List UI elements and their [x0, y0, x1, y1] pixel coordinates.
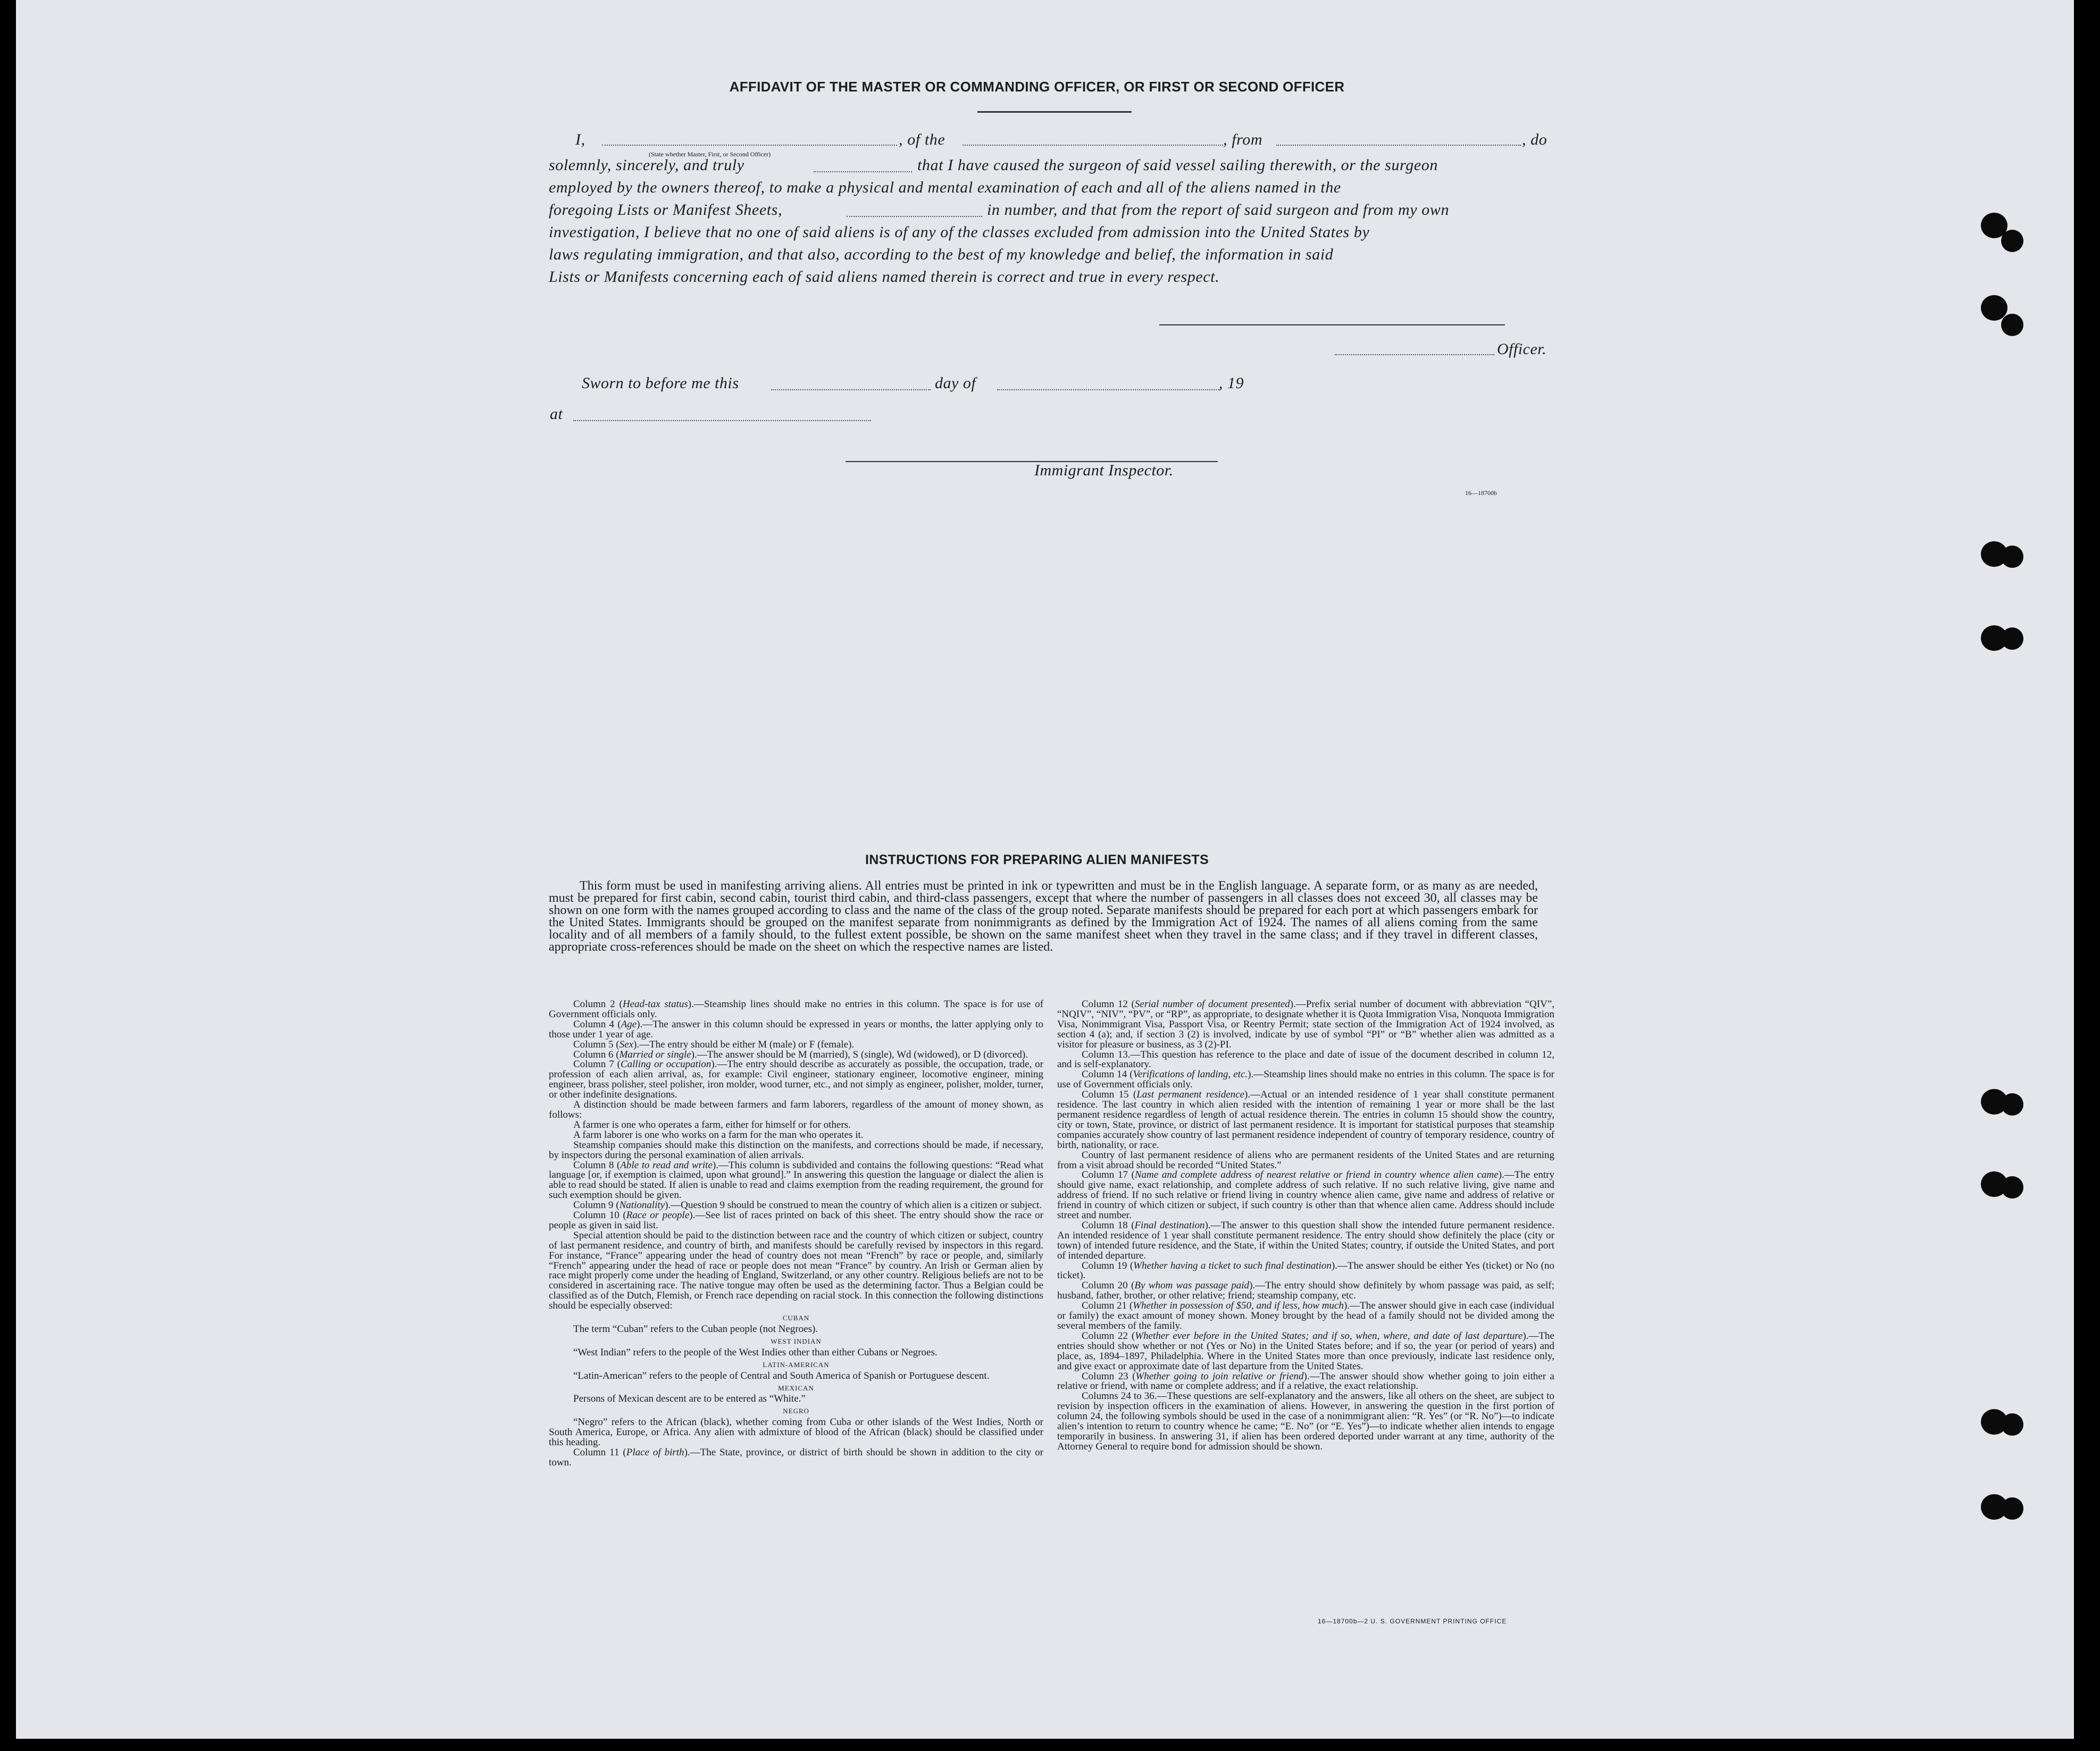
instruction-paragraph: Column 4 (Age).—The answer in this column should be expressed in years or months, the latter applying only to those under 1 year of age. — [549, 1018, 1043, 1040]
affidavit-i: I, — [575, 131, 585, 148]
cuban-text: The term “Cuban” refers to the Cuban people (not Negroes). — [573, 1323, 818, 1335]
officer-rank-blank — [602, 145, 897, 146]
affidavit-line-4a: foregoing Lists or Manifest Sheets, — [549, 201, 783, 219]
punch-hole — [2001, 1413, 2023, 1436]
instruction-paragraph: Column 21 (Whether in possession of $50, and if less, how much).—The answer should give in each case (individual or family) the exact amount of money shown. Money brought by the head of a family should not be divided among the several members of the family. — [1057, 1300, 1554, 1331]
affidavit-line-3: employed by the owners thereof, to make a physical and mental examination of each and all of the aliens named in the — [549, 179, 1341, 196]
affidavit-of-the: , of the — [899, 131, 946, 148]
punch-hole — [2001, 546, 2023, 568]
west-indian-heading: WEST INDIAN — [771, 1337, 822, 1345]
instructions-right-column — [1057, 1000, 1554, 1452]
column-11-text: Column 11 (Place of birth).—The State, province, or district of birth should be shown in addition to the city or town. — [549, 1446, 1043, 1468]
instruction-paragraph: Column 22 (Whether ever before in the United States; and if so, when, where, and date of last departure).—The entries should show whether or not (Yes or No) in the United States before; and if so, the year (or period of years) and place, as, 1894–1897, Philadelphia. Where in the United States more than once previously, indicate last residence only, and give exact or approximate date of last departure from the United States. — [1057, 1330, 1554, 1372]
officer-blank — [1335, 354, 1494, 355]
instruction-paragraph: A distinction should be made between farmers and farm laborers, regardless of the amount of money shown, as follows: — [549, 1099, 1043, 1120]
document-page — [16, 0, 2074, 1739]
instructions-title: INSTRUCTIONS FOR PREPARING ALIEN MANIFESTS — [865, 852, 1209, 867]
punch-hole — [2001, 1093, 2023, 1116]
affidavit-line-2a: solemnly, sincerely, and truly — [549, 156, 744, 174]
rank-caption: (State whether Master, First, or Second Officer) — [649, 150, 771, 158]
affidavit-line-5: investigation, I believe that no one of said aliens is of any of the classes excluded from admission into the United States by — [549, 223, 1370, 241]
instruction-paragraph: Column 15 (Last permanent residence).—Actual or an intended residence of 1 year shall constitute permanent residence. The last country in which alien resided with the intention of remaining 1 year or more shall be the last permanent residence regardless of length of actual residence therein. The entries in column 15 should show the country, city or town, State, province, or district of last permanent residence. It is important for statistical purposes that steamship companies accurately show country of last permanent residence independent of country of temporary residence, country of birth, nationality, or race. — [1057, 1089, 1554, 1151]
form-number: 16—18700b — [1465, 489, 1497, 497]
instruction-paragraph: Columns 24 to 36.—These questions are self-explanatory and the answers, like all others on the sheet, are subject to revision by inspection officers in the examination of aliens. However, in answering the question in the first portion of column 24, the following symbols should be used in the case of a nonimmigrant alien: “R. Yes” (or “R. No”)—to indicate alien’s intention to return to country whence he came; “E. No” (or “E. Yes”)—to indicate whether alien intends to engage temporarily in business. In answering 31, if alien has been ordered deported under warrant at any time, authority of the Attorney General to require bond for admission should be shown. — [1057, 1390, 1554, 1452]
instruction-paragraph: Column 7 (Calling or occupation).—The entry should describe as accurately as possible, the occupation, trade, or profession of each alien arrival, as, for example: Civil engineer, stationary engineer, locomotive engineer, mining engineer, brass polisher, steel polisher, iron molder, wood turner, etc., and not simply as engineer, polisher, molder, turner, or other indefinite designations. — [549, 1059, 1044, 1101]
latin-american-heading: LATIN-AMERICAN — [763, 1360, 830, 1369]
instruction-paragraph: Special attention should be paid to the distinction between race and the country of which citizen or subject, country of last permanent residence, and country of birth, and manifests should be carefully revised by inspectors in this regard. For instance, “France” appearing under the head of country does not mean “French” by race or people, and, similarly “French” appearing under the head of race or people does not mean “France” by country. An Irish or German alien by race might properly come under the heading of England, Switzerland, or any other country. Religious beliefs are not to be considered in ascertaining race. The native tongue may often be used as the determining factor. Thus a Belgian could be classified as of the Dutch, Flemish, or French race depending on racial stock. In this connection the following distinctions should be especially observed: — [549, 1229, 1043, 1312]
mexican-text: Persons of Mexican descent are to be entered as “White.” — [573, 1393, 806, 1405]
instruction-paragraph: Column 18 (Final destination).—The answer to this question shall show the intended future permanent residence. An intended residence of 1 year shall constitute permanent residence. The entry should show definitely the place (city or town) of intended future residence, and the State, if within the United States; country, if outside the United States, and port of intended departure. — [1057, 1219, 1554, 1261]
sworn-month-blank — [997, 389, 1220, 390]
number-blank — [847, 216, 982, 217]
instructions-left-column — [549, 1000, 1043, 1468]
at-place-blank — [573, 420, 871, 421]
port-blank — [1276, 145, 1521, 146]
instruction-paragraph: Column 9 (Nationality).—Question 9 should be construed to mean the country of which alien is a citizen or subject. — [573, 1200, 1042, 1211]
west-indian-text: “West Indian” refers to the people of the West Indies other than either Cubans or Negroes. — [573, 1346, 938, 1358]
punch-hole — [2001, 314, 2023, 336]
inspector-label: Immigrant Inspector. — [1034, 462, 1174, 479]
solemnly-blank — [814, 171, 912, 172]
mexican-heading: MEXICAN — [778, 1384, 814, 1392]
intro-paragraph: This form must be used in manifesting arriving aliens. All entries must be printed in ink or typewritten and must be in the English language. A separate form, or as many as are needed, must be prepared for first cabin, second cabin, tourist third cabin, and third-class passengers, except that where the number of passengers in all classes does not exceed 30, all classes may be shown on one form with the names grouped according to class and the name of the class of the group noted. Separate manifests should be prepared for each port at which passengers embark for the United States. Immigrants should be grouped on the manifest separate from nonimmigrants as defined by the Immigration Act of 1924. The names of all aliens coming from the same locality and of all members of a family should, to the fullest extent possible, be shown on the same manifest sheet when they travel in the same class; and if they travel in different classes, appropriate cross-references should be made on the sheet on which the respective names are listed. — [549, 879, 1538, 954]
instruction-paragraph: Column 12 (Serial number of document presented).—Prefix serial number of document with abbreviation “QIV”, “NQIV”, “NIV”, “PV”, or “RP”, as appropriate, to designate whether it is Quota Immigration Visa, Nonquota Immigration Visa, Nonimmigrant Visa, Passport Visa, or Reentry Permit; state section of the Immigration Act of 1924 involved, as section 4 (a); and, if section 3 (2) is involved, indicate by use of symbol “PI” or “B” whether alien was admitted as a visitor for pleasure or business, as 3 (2)-PI. — [1057, 999, 1554, 1050]
affidavit-line-2b: that I have caused the surgeon of said vessel sailing therewith, or the surgeon — [917, 156, 1438, 174]
cuban-heading: CUBAN — [782, 1314, 810, 1322]
negro-heading: NEGRO — [783, 1407, 809, 1415]
punch-hole — [2001, 1497, 2023, 1520]
instruction-paragraph: Column 2 (Head-tax status).—Steamship lines should make no entries in this column. The space is for use of Government officials only. — [549, 999, 1043, 1020]
year-label: , 19 — [1219, 374, 1244, 392]
instruction-paragraph: Column 14 (Verifications of landing, etc.).—Steamship lines should make no entries in this column. The space is for use of Government officials only. — [1057, 1069, 1555, 1091]
punch-hole — [2001, 627, 2023, 650]
instruction-paragraph: Country of last permanent residence of aliens who are permanent residents of the United States and are returning from a visit abroad should be recorded “United States.” — [1057, 1149, 1554, 1171]
printer-footer: 16—18700b—2 U. S. GOVERNMENT PRINTING OFFICE — [1318, 1618, 1507, 1625]
affidavit-line-7: Lists or Manifests concerning each of said aliens named therein is correct and true in every respect. — [549, 268, 1220, 286]
negro-text: “Negro” refers to the African (black), whether coming from Cuba or other islands of the West Indies, North or South America, Europe, or Africa. Any alien with admixture of blood of the African (black) should be classified under this heading. — [549, 1417, 1043, 1448]
instruction-paragraph: Column 19 (Whether having a ticket to such final destination).—The answer should be either Yes (ticket) or No (no ticket). — [1057, 1260, 1554, 1281]
title-underline — [977, 111, 1132, 113]
instruction-paragraph: Column 13.—This question has reference to the place and date of issue of the document described in column 12, and is self-explanatory. — [1057, 1049, 1554, 1070]
sworn-label: Sworn to before me this — [582, 374, 739, 392]
affidavit-line-4b: in number, and that from the report of said surgeon and from my own — [987, 201, 1450, 219]
punch-hole — [2001, 1176, 2023, 1199]
instruction-paragraph: A farm laborer is one who works on a farm for the man who operates it. — [573, 1129, 864, 1141]
day-of-label: day of — [935, 374, 976, 392]
vessel-blank — [963, 145, 1223, 146]
instruction-paragraph: Column 20 (By whom was passage paid).—The entry should show definitely by whom passage was paid, as self; husband, father, brother, or other relative; friend; steamship company, etc. — [1057, 1280, 1555, 1302]
affidavit-title: AFFIDAVIT OF THE MASTER OR COMMANDING OFFICER, OR FIRST OR SECOND OFFICER — [729, 79, 1345, 95]
at-label: at — [550, 405, 563, 423]
instruction-paragraph: A farmer is one who operates a farm, either for himself or for others. — [573, 1119, 851, 1130]
sworn-day-blank — [771, 389, 931, 390]
affidavit-do: , do — [1522, 131, 1547, 148]
affidavit-line-6: laws regulating immigration, and that also, according to the best of my knowledge and belief, the information in said — [549, 246, 1334, 263]
instruction-paragraph: Column 6 (Married or single).—The answer should be M (married), S (single), Wd (widowed), or D (divorced). — [573, 1049, 1028, 1060]
latin-american-text: “Latin-American” refers to the people of Central and South America of Spanish or Portuguese descent. — [573, 1370, 990, 1381]
instruction-paragraph: Column 17 (Name and complete address of nearest relative or friend in country whence alien came).—The entry should give name, exact relationship, and complete address of such relative. If no such relative living, give name and address of friend. If no such relative or friend living in country whence alien came, give name and address of relative or friend in country of which citizen or subject, if such country is other than that whence alien came. Address should include street and number. — [1057, 1169, 1554, 1221]
signature-line — [1159, 324, 1505, 325]
instruction-paragraph: Column 8 (Able to read and write).—This column is subdivided and contains the following questions: “Read what language [or, if exemption is claimed, upon what ground].” In answering this question the language or dialect the alien is able to read should be stated. If alien is unable to read and claims exemption from the reading requirement, the ground for such exemption should be given. — [549, 1159, 1044, 1201]
affidavit-from: , from — [1223, 131, 1263, 148]
instruction-paragraph: Column 23 (Whether going to join relative or friend).—The answer should show whether going to join either a relative or friend, with name or complete address; and if a relative, the exact relationship. — [1057, 1370, 1554, 1392]
instruction-paragraph: Column 10 (Race or people).—See list of races printed on back of this sheet. The entry should show the race or people as given in said list. — [549, 1210, 1044, 1231]
instructions-intro — [549, 880, 1538, 953]
officer-label: Officer. — [1497, 340, 1547, 358]
instruction-paragraph: Steamship companies should make this distinction on the manifests, and corrections should be made, if necessary, by inspectors during the personal examination of alien arrivals. — [549, 1139, 1043, 1161]
punch-hole — [2001, 230, 2023, 252]
instruction-paragraph: Column 5 (Sex).—The entry should be either M (male) or F (female). — [573, 1038, 855, 1050]
punch-hole — [1981, 295, 2007, 321]
